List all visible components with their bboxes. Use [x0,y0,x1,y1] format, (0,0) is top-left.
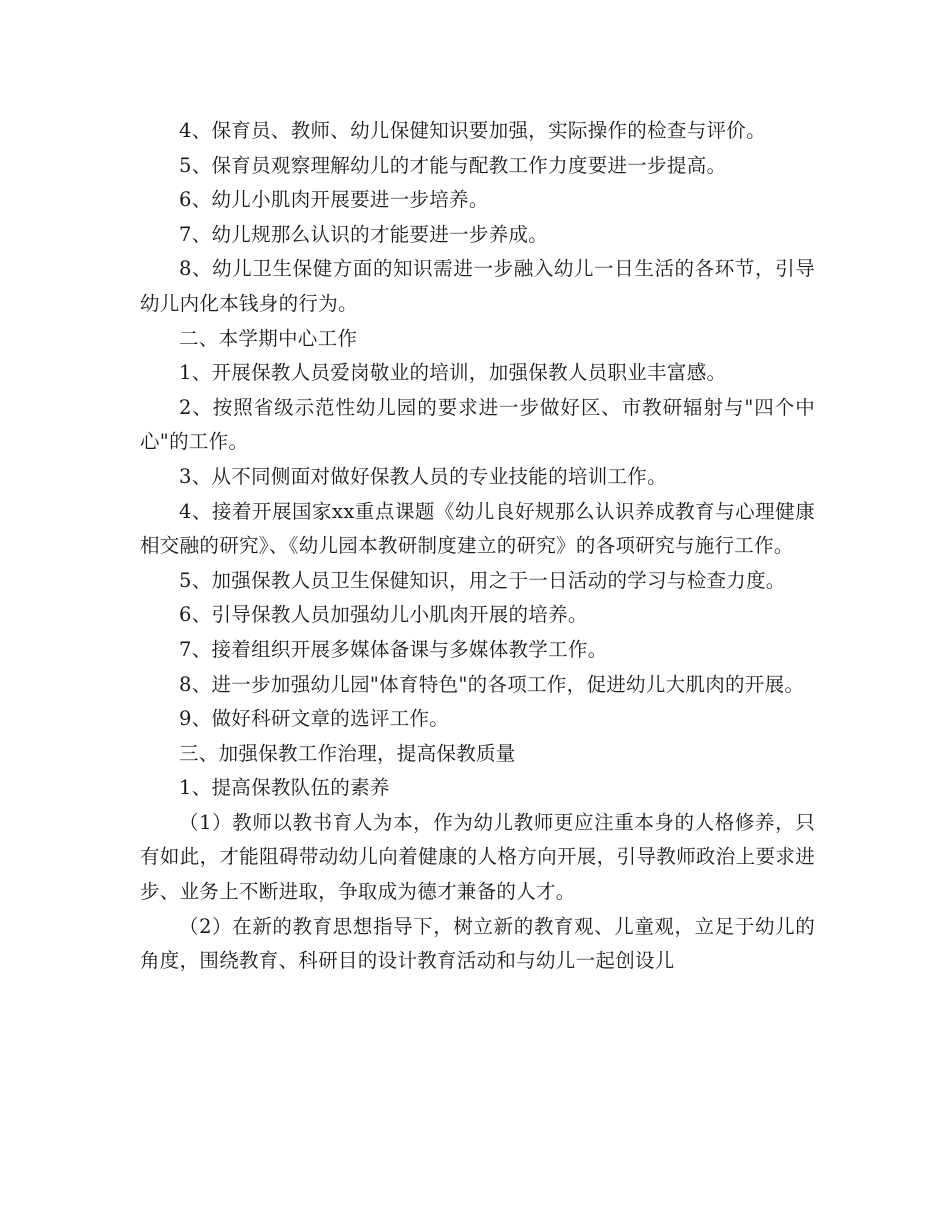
task-item-1: 1、开展保教人员爱岗敬业的培训，加强保教人员职业丰富感。 [179,361,727,385]
paragraph-item-6: 6、幼儿小肌肉开展要进一步培养。 [179,188,489,212]
sub-item-1: （1）教师以教书育人为本，作为幼儿教师更应注重本身的人格修养，只有如此，才能阻碍带动幼儿向着健康的人格方向开展，引导教师政治上要求进步、业务上不断进取，争取成为德才兼备的人才。 [140,810,815,904]
paragraph-item-8: 8、幼儿卫生保健方面的知识需进一步融入幼儿一日生活的各环节，引导幼儿内化本钱身的行为。 [140,257,815,315]
section-heading-3: 三、加强保教工作治理，提高保教质量 [179,741,516,765]
subsection-heading-1: 1、提高保教队伍的素养 [179,776,390,800]
task-item-4: 4、接着开展国家xx重点课题《幼儿良好规那么认识养成教育与心理健康相交融的研究》、《幼儿园本教研制度建立的研究》的各项研究与施行工作。 [140,499,815,558]
paragraph-item-7: 7、幼儿规那么认识的才能要进一步养成。 [179,222,549,246]
task-item-5: 5、加强保教人员卫生保健知识，用之于一日活动的学习与检查力度。 [179,568,786,592]
task-item-3: 3、从不同侧面对做好保教人员的专业技能的培训工作。 [179,464,667,488]
task-item-7: 7、接着组织开展多媒体备课与多媒体教学工作。 [179,637,608,661]
task-item-6: 6、引导保教人员加强幼儿小肌肉开展的培养。 [179,603,588,627]
task-item-9: 9、做好科研文章的选评工作。 [179,707,450,731]
task-item-8: 8、进一步加强幼儿园"体育特色"的各项工作，促进幼儿大肌肉的开展。 [179,672,805,696]
paragraph-item-4: 4、保育员、教师、幼儿保健知识要加强，实际操作的检查与评价。 [179,119,766,142]
paragraph-item-5: 5、保育员观察理解幼儿的才能与配教工作力度要进一步提高。 [179,153,727,177]
section-heading-2: 二、本学期中心工作 [179,326,358,350]
task-item-2: 2、按照省级示范性幼儿园的要求进一步做好区、市教研辐射与"四个中心"的工作。 [140,395,815,454]
document-body [140,114,815,979]
sub-item-2: （2）在新的教育思想指导下，树立新的教育观、儿童观，立足于幼儿的角度，围绕教育、科研目的设计教育活动和与幼儿一起创设儿 [140,914,815,973]
